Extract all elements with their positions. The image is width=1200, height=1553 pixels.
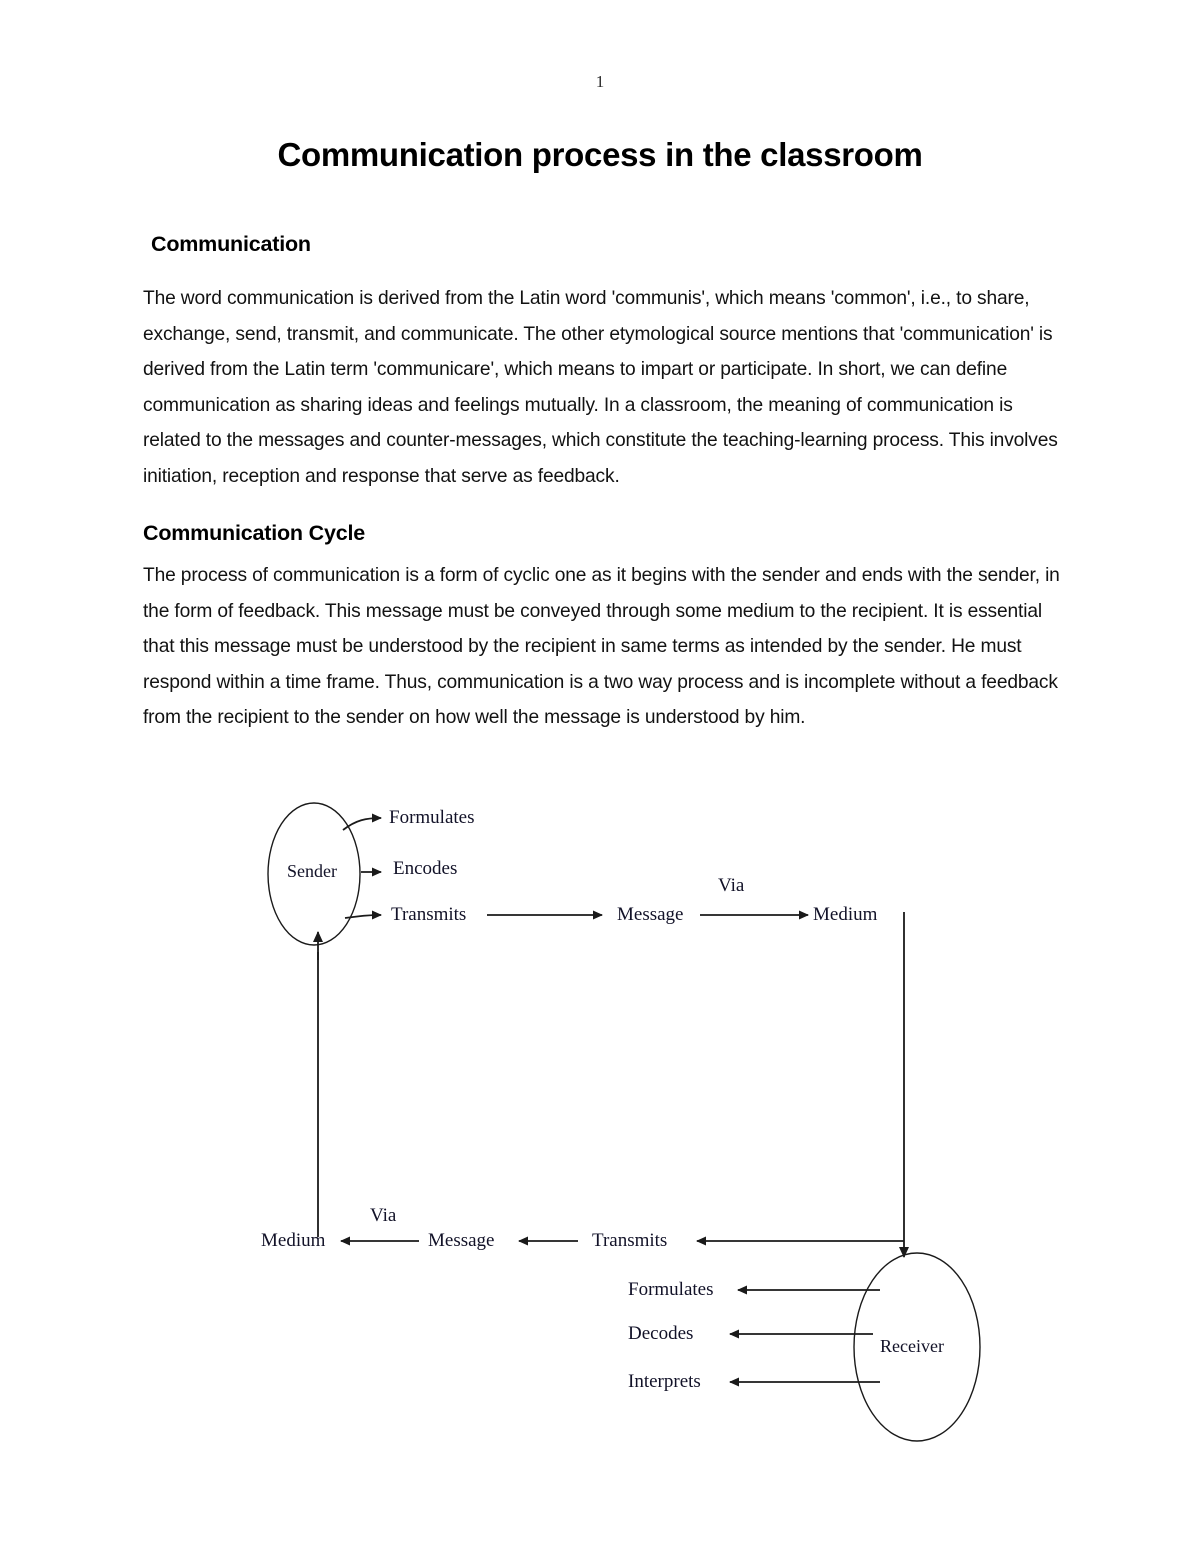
arrow-sender-transmits <box>345 915 381 918</box>
diagram-label-message-top: Message <box>617 904 684 925</box>
section-heading-communication-cycle: Communication Cycle <box>143 521 365 545</box>
diagram-label-medium-bottom: Medium <box>261 1230 326 1251</box>
diagram-label-sender-transmits: Transmits <box>391 904 467 925</box>
diagram-label-receiver-interprets: Interprets <box>628 1371 701 1392</box>
diagram-label-medium-top: Medium <box>813 904 878 925</box>
diagram-label-via-bottom: Via <box>370 1205 397 1226</box>
document-body <box>143 232 1071 736</box>
paragraph-communication-cycle: The process of communication is a form of cyclic one as it begins with the sender and ends with the sender, in the form of feedback. This message must be conveyed through some medium to the recipient. It is essential that this message must be understood by the recipient in same terms as intended by the sender. He must respond within a time frame. Thus, communication is a two way process and is incomplete without a feedback from the recipient to the sender on how well the message is understood by him. <box>143 565 1060 728</box>
diagram-label-sender-formulates: Formulates <box>389 807 475 828</box>
diagram-label-message-bottom: Message <box>428 1230 495 1251</box>
diagram-label-transmits-bottom: Transmits <box>592 1230 668 1251</box>
diagram-label-sender: Sender <box>287 861 337 881</box>
section-heading-communication: Communication <box>151 232 311 256</box>
diagram-label-receiver-decodes: Decodes <box>628 1323 694 1344</box>
diagram-label-via-top: Via <box>718 875 745 896</box>
arrow-sender-formulates <box>343 818 381 830</box>
page-number: 1 <box>595 72 605 91</box>
diagram-label-receiver: Receiver <box>880 1336 944 1356</box>
diagram-label-sender-encodes: Encodes <box>393 858 458 879</box>
diagram-label-receiver-formulates: Formulates <box>628 1279 714 1300</box>
receiver-ellipse <box>854 1253 980 1441</box>
paragraph-communication: The word communication is derived from the Latin word 'communis', which means 'common', i.e., to share, exchange, send, transmit, and communicate. The other etymological source mentions that 'communication' is derived from the Latin term 'communicare', which means to impart or participate. In short, we can define communication as sharing ideas and feelings mutually. In a classroom, the meaning of communication is related to the messages and counter-messages, which constitute the teaching-learning process. This involves initiation, reception and response that serve as feedback. <box>143 288 1058 487</box>
sender-ellipse <box>268 803 360 945</box>
page-title: Communication process in the classroom <box>277 136 923 173</box>
